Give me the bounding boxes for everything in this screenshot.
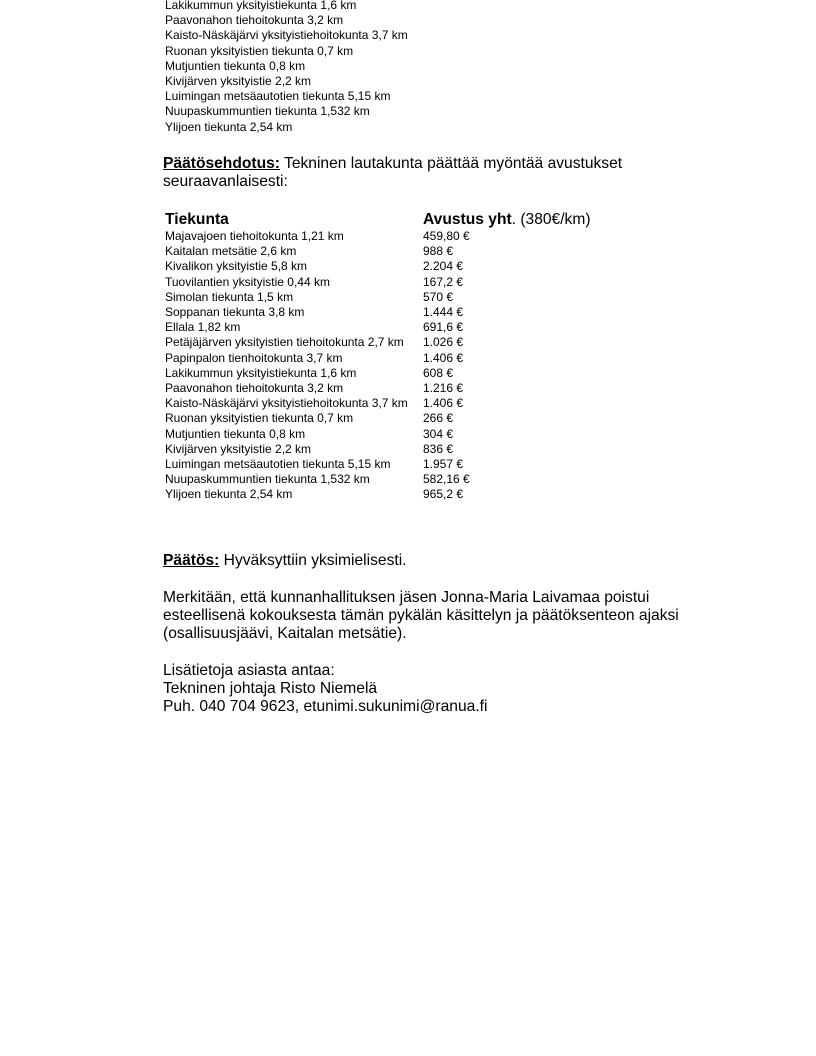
table-row xyxy=(165,366,623,381)
decision xyxy=(163,552,663,570)
road-list-item: Paavonahon tiehoitokunta 3,2 km xyxy=(165,13,344,28)
cell-amount: 582,16 € xyxy=(423,472,470,487)
cell-amount: 836 € xyxy=(423,441,454,456)
cell-road: Petäjäjärven yksityistien tiehoitokunta 2,7 km xyxy=(165,335,404,350)
cell-road: Ellala 1,82 km xyxy=(165,320,241,335)
cell-amount: 570 € xyxy=(423,289,454,304)
decision-label: Päätös: xyxy=(163,552,220,569)
cell-road: Kivijärven yksityistie 2,2 km xyxy=(165,441,312,456)
table-row xyxy=(165,335,623,350)
proposal-text: Tekninen lautakunta päättää myöntää avustukset seuraavanlaisesti: xyxy=(163,155,623,190)
cell-amount: 459,80 € xyxy=(423,229,470,243)
cell-road: Soppanan tiekunta 3,8 km xyxy=(165,305,305,320)
road-list-item: Kivijärven yksityistie 2,2 km xyxy=(165,74,312,89)
table-row xyxy=(165,229,623,244)
decision-text: Hyväksyttiin yksimielisesti. xyxy=(219,552,407,569)
cell-road: Nuupaskummuntien tiekunta 1,532 km xyxy=(165,472,370,487)
table-row xyxy=(165,427,623,442)
road-list xyxy=(165,0,565,135)
cell-amount: 1.957 € xyxy=(423,457,464,472)
cell-road: Lakikummun yksityistiekunta 1,6 km xyxy=(165,365,357,380)
cell-amount: 1.406 € xyxy=(423,396,464,411)
cell-road: Mutjuntien tiekunta 0,8 km xyxy=(165,426,306,441)
table-row xyxy=(165,487,623,502)
cell-road: Papinpalon tienhoitokunta 3,7 km xyxy=(165,350,343,365)
disqualification-note: Merkitään, että kunnanhallituksen jäsen Jonna-Maria Laivamaa poistui esteellisenä kokouksesta tämän pykälän käsittelyn ja päätöksenteon ajaksi (osallisuusjäävi, Kaitalan metsätie). xyxy=(163,589,679,642)
table-row xyxy=(165,472,623,487)
table-row xyxy=(165,381,623,396)
cell-amount: 1.444 € xyxy=(423,305,464,320)
header-amount: Avustus yht. (380€/km) xyxy=(423,211,591,228)
cell-road: Paavonahon tiehoitokunta 3,2 km xyxy=(165,381,344,396)
cell-road: Ruonan yksityistien tiekunta 0,7 km xyxy=(165,411,354,426)
cell-amount: 1.406 € xyxy=(423,350,464,365)
table-row xyxy=(165,411,623,426)
table-row xyxy=(165,396,623,411)
table-header-row xyxy=(165,211,623,229)
cell-road: Majavajoen tiehoitokunta 1,21 km xyxy=(165,229,344,243)
decision-proposal xyxy=(163,155,663,191)
table-row xyxy=(165,351,623,366)
table-row xyxy=(165,244,623,259)
contact-intro: Lisätietoja asiasta antaa: xyxy=(163,662,335,679)
grant-table xyxy=(165,211,623,503)
cell-amount: 608 € xyxy=(423,365,454,380)
cell-road: Kivalikon yksityistie 5,8 km xyxy=(165,259,308,274)
table-row xyxy=(165,290,623,305)
road-list-item: Nuupaskummuntien tiekunta 1,532 km xyxy=(165,104,370,119)
cell-road: Kaisto-Näskäjärvi yksityistiehoitokunta 3,7 km xyxy=(165,396,408,411)
contact-info xyxy=(163,662,683,716)
proposal-label: Päätösehdotus: xyxy=(163,155,280,172)
cell-amount: 266 € xyxy=(423,411,454,426)
cell-road: Luimingan metsäautotien tiekunta 5,15 km xyxy=(165,457,391,472)
cell-road: Simolan tiekunta 1,5 km xyxy=(165,289,294,304)
cell-amount: 2.204 € xyxy=(423,259,464,274)
table-row xyxy=(165,259,623,274)
table-row xyxy=(165,320,623,335)
road-list-item: Mutjuntien tiekunta 0,8 km xyxy=(165,58,306,73)
cell-amount: 167,2 € xyxy=(423,274,464,289)
table-row xyxy=(165,275,623,290)
contact-person: Tekninen johtaja Risto Niemelä xyxy=(163,680,378,697)
cell-amount: 965,2 € xyxy=(423,487,464,502)
table-row xyxy=(165,442,623,457)
cell-amount: 1.026 € xyxy=(423,335,464,350)
contact-details: Puh. 040 704 9623, etunimi.sukunimi@ranua.fi xyxy=(163,698,488,715)
table-row xyxy=(165,305,623,320)
road-list-item: Ruonan yksityistien tiekunta 0,7 km xyxy=(165,43,354,58)
cell-amount: 304 € xyxy=(423,426,454,441)
road-list-item: Kaisto-Näskäjärvi yksityistiehoitokunta 3,7 km xyxy=(165,28,408,43)
cell-amount: 691,6 € xyxy=(423,320,464,335)
cell-amount: 988 € xyxy=(423,244,454,259)
road-list-item: Lakikummun yksityistiekunta 1,6 km xyxy=(165,0,357,12)
header-road: Tiekunta xyxy=(165,211,229,228)
road-list-item: Ylijoen tiekunta 2,54 km xyxy=(165,119,293,134)
table-row xyxy=(165,457,623,472)
cell-road: Kaitalan metsätie 2,6 km xyxy=(165,244,297,259)
cell-road: Tuovilantien yksityistie 0,44 km xyxy=(165,274,330,289)
cell-road: Ylijoen tiekunta 2,54 km xyxy=(165,487,293,502)
road-list-item: Luimingan metsäautotien tiekunta 5,15 km xyxy=(165,89,391,104)
cell-amount: 1.216 € xyxy=(423,381,464,396)
